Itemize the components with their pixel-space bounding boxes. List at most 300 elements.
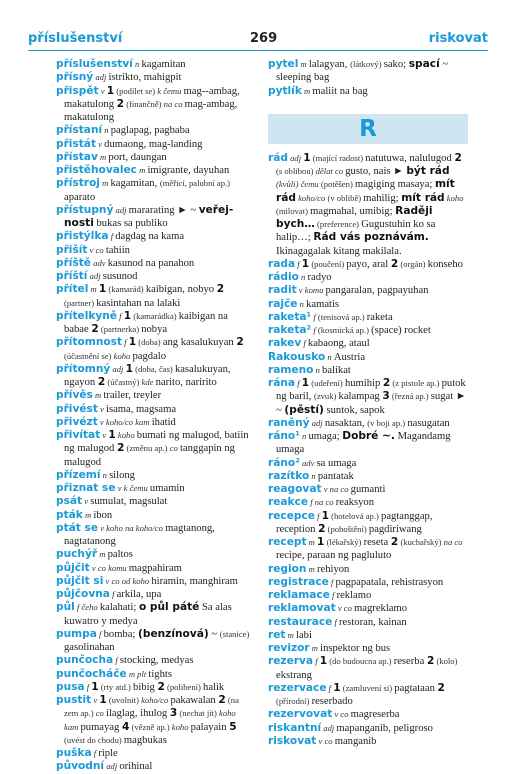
dictionary-entry [56,681,252,694]
dictionary-entry [56,760,252,773]
dictionary-entry [56,310,252,337]
translation-text: tahiin [105,244,130,256]
bold-text: Rád vás poznávám. [313,231,429,244]
translation-text: (space) rocket [371,325,431,336]
context-note: (kuchařský) [398,537,444,547]
dictionary-entry [56,71,252,84]
bold-text: o půl páté [138,601,200,614]
headword: půl [56,601,75,614]
translation-text: ang kasalukuyan [162,337,237,349]
dictionary-entry [268,258,468,271]
grammar-label: v [100,430,109,440]
translation-text: nobya [141,324,168,335]
headword: region [268,562,307,575]
translation-text: raketa [366,311,393,323]
grammar-label: f čeho [74,602,100,613]
translation-text: reserba [393,656,427,668]
headword: přistěhovalec [56,164,137,176]
context-note: (vězně ap.) [129,721,172,732]
translation-text: Gugustuhin ko sa halip…; [276,219,436,244]
dictionary-entry [56,138,252,151]
context-note: (v oblibě) [327,192,364,203]
headword: přivítat [56,429,101,441]
translation-text: aparato [64,191,96,203]
dictionary-entry [56,244,252,257]
dictionary-entry [268,271,468,284]
right-column-top-entries [268,58,468,98]
context-note: (doba, čas) [132,363,175,374]
grammar-label: n [132,59,142,69]
translation-text: imigrante, dayuhan [147,165,230,176]
grammar-label: adj [113,204,129,215]
translation-text: lalagyan, [308,59,351,70]
translation-text: orihinal [119,761,153,773]
dictionary-entry [56,522,252,549]
bold-text: 1 [333,681,341,694]
dictionary-entry [268,496,468,509]
translation-text: istrikto, mahigpit [108,72,182,84]
translation-text: mararating ► ~ [128,204,199,216]
dictionary-entry [268,377,468,417]
headword: Rakousko [268,350,326,363]
dictionary-entry [268,629,468,642]
translation-text: ibon [93,509,113,521]
dictionary-entry [56,403,252,416]
headword: restaurace [268,615,333,628]
headword: přítomnost [56,336,123,349]
headword: přistýlka [56,230,109,243]
dictionary-entry [268,351,468,364]
headword: rád [268,151,288,164]
translation-text: putok ng baril, [276,378,466,403]
grammar-label: f [313,656,320,667]
grammar-label: m [306,563,317,574]
translation-text: ~ [208,628,220,640]
headword: přístav [56,150,98,163]
dictionary-entry [268,417,468,430]
headword: přístaní [56,124,103,137]
bold-text: 2 [390,536,399,548]
translation-text: mahilig; [363,192,402,204]
headword: přivézt [56,415,98,428]
translation-text: arkila, upa [116,589,162,600]
dictionary-entry [56,283,252,310]
headword: příslušenství [56,58,133,70]
bold-text: (pěstí) [284,403,324,416]
translation-text: pakawalan [170,695,219,706]
translation-text: pumayag [80,721,122,733]
dictionary-entry [56,668,252,681]
headword: rána [268,377,296,389]
bold-text: Raději bych… [276,204,433,230]
dictionary-entry [56,230,252,243]
dictionary-entry [268,536,468,563]
bold-text: 2 [218,694,226,706]
grammar-label: f [311,325,318,335]
grammar-label: f [109,589,117,599]
headword: rada [268,257,296,270]
translation-text: reaksyon [335,497,375,509]
context-note: (uvolnit) [106,695,142,705]
translation-text: kalahati; [99,602,139,614]
grammar-label: v co [87,244,106,255]
translation-text: kasalukuyan, ngayon [64,363,231,388]
grammar-label: m [301,85,313,96]
translation-text: suntok, sapok [323,404,385,416]
headword: razítko [268,469,310,482]
context-note: (do budoucna ap.) [327,656,394,667]
dictionary-entry [268,563,468,576]
context-note: (účastný) [105,377,142,387]
dictionary-entry [56,124,252,137]
headword: ráno² [268,456,300,469]
dictionary-entry [56,363,252,390]
grammar-label: koho [115,430,137,440]
headword: reklamovat [268,602,336,615]
grammar-label: m plt [126,668,149,679]
translation-text: mapanganib, peligroso [336,722,433,734]
dictionary-entry [268,655,468,682]
context-note: (v boji ap.) [367,417,408,428]
grammar-label: f [84,681,92,692]
translation-text: bumati ng malugod, batiin ng malugod [64,430,249,455]
headword: rezervace [268,681,327,694]
headword: reakce [268,496,309,509]
translation-text: ekstrang [276,669,312,681]
section-letter-banner [268,114,468,144]
header-rule [28,50,488,51]
context-note: (milovat) [276,205,311,216]
grammar-label: na co [443,537,463,547]
grammar-label: m [97,549,108,560]
dictionary-entry [268,430,468,457]
headword: přivést [56,402,98,415]
translation-text: tights [148,668,172,680]
section-letter: R [359,115,377,142]
bold-text: 2 [382,377,391,389]
bold-text: 1 [301,377,310,389]
grammar-label: n [298,272,308,282]
translation-text: umaga; [308,431,343,442]
bold-text: mít rád [276,178,455,204]
context-note: (partner) [64,297,97,308]
translation-text: dumaong, mag-landing [104,138,203,150]
translation-text: inspektor ng bus [320,643,391,654]
dictionary-entry [268,284,468,297]
dictionary-entry [56,588,252,601]
dictionary-entry [268,602,468,615]
headword: přítelkyně [56,309,117,322]
translation-text: kaibigan na babae [64,310,228,335]
context-note: (měřicí, palubní ap.) [159,178,231,189]
translation-text: palayain [190,721,230,733]
context-note: (doba) [136,337,163,348]
bold-text: veřej-nosti [64,203,234,229]
context-note: (udeření) [309,378,345,388]
grammar-label: adj [104,761,120,772]
bold-text: 2 [216,283,225,296]
grammar-label: m [99,178,111,189]
grammar-label: koho [444,192,464,203]
grammar-label: v co komu [89,562,129,573]
grammar-label: n [309,470,318,481]
grammar-label: n [325,351,334,362]
dictionary-entry [268,470,468,483]
page-header [28,31,488,49]
translation-text: restoran, kainan [339,616,407,628]
headword: přívěs [56,389,93,402]
translation-text: rehiyon [316,563,350,575]
translation-text: Ikinagagalak kitang makilala. [276,245,402,257]
headword: ret [268,628,286,641]
dictionary-entry [56,469,252,482]
context-note: (podílet se) [114,85,158,96]
headword: recepce [268,509,315,522]
grammar-label: v co [332,709,351,720]
grammar-label: f [108,231,116,242]
bold-text: 2 [157,680,165,693]
translation-text: bukas sa publiko [93,218,168,229]
translation-text: reseta [363,537,391,548]
grammar-label: koho/co [295,192,328,203]
context-note: (pohoštění) [325,523,369,534]
bold-text: spací [408,58,440,70]
dictionary-entry [56,747,252,760]
grammar-label: n [100,469,110,480]
dictionary-entry [268,337,468,350]
grammar-label: m [92,390,104,401]
translation-text: ilaglag, ihulog [106,708,170,720]
headword: rezervovat [268,708,333,721]
dictionary-entry [56,164,252,177]
dictionary-entry [268,483,468,496]
grammar-label: m [136,165,148,175]
headword: pumpa [56,627,97,640]
context-note: (s oblibou) [276,166,316,176]
grammar-label: f [122,337,129,348]
grammar-label: f [328,576,336,587]
translation-text: balikat [322,364,351,376]
dictionary-entry [268,324,468,337]
grammar-label: v koho na koho/co [98,522,166,533]
translation-text: port, daungan [108,151,167,163]
bold-text: 1 [99,694,107,706]
translation-text: narito, naririto [155,377,217,388]
grammar-label: k čemu [157,85,184,96]
context-note: (na zem ap.) [64,695,239,719]
context-note: (rty atd.) [98,681,134,692]
grammar-label: m [309,643,321,653]
bold-text: 2 [426,655,435,668]
translation-text: pagdalo [132,350,167,362]
translation-text: kabaong, ataul [307,338,370,350]
headword: rajče [268,297,298,310]
translation-text: ~ sleeping bag [276,59,449,84]
grammar-label: co [95,708,106,719]
grammar-label: adj [321,722,337,733]
first-headword: příslušenství [28,31,123,46]
grammar-label: f [295,258,302,269]
translation-text: magpahiram [128,562,182,574]
translation-text: ihatid [151,416,176,428]
headword: reagovat [268,483,322,495]
translation-text: magtanong, nagtatanong [64,522,215,547]
bold-text: 1 [125,362,133,375]
bold-text: 2 [91,323,99,335]
grammar-label: f [332,616,339,627]
grammar-label: (kvůli) čemu [276,179,321,190]
bold-text: Dobré ~. [342,430,395,442]
grammar-label: n [297,298,307,309]
headword: půjčit si [56,574,104,587]
bold-text: 2 [437,681,445,694]
bold-text: 1 [301,257,310,270]
dictionary-entry [268,735,468,748]
translation-text: paltos [107,549,133,561]
grammar-label: m [82,509,94,520]
translation-text: reklamo [336,590,372,601]
headword: registrace [268,575,329,588]
headword: přispět [56,84,99,97]
dictionary-entry [268,642,468,655]
context-note: (uvést do chodu) [64,734,124,745]
translation-text: pangaralan, pagpayuhan [325,285,429,297]
context-note: (preference) [314,219,362,229]
translation-text: sugat ► ~ [276,391,467,416]
grammar-label: kde [141,377,156,387]
dictionary-entry [56,628,252,655]
translation-text: payo, aral [346,258,391,270]
bold-text: 2 [236,336,244,349]
grammar-label: adj [87,271,103,281]
bold-text: 2 [318,522,326,535]
headword: pytlík [268,84,302,97]
headword: pytel [268,58,299,70]
grammar-label: f [117,310,124,321]
grammar-label: f [329,590,337,600]
grammar-label: koho kam [64,708,236,732]
translation-text: bomba; [103,628,139,640]
headword: půjčovna [56,588,110,600]
grammar-label: v koho/co kam [97,416,152,427]
translation-text: paglapag, pagbaba [110,125,190,137]
bold-text: 2 [116,97,125,110]
headword: půjčit [56,561,90,574]
headword: raketa² [268,324,312,336]
bold-text: být rád [406,165,450,177]
bold-text: 1 [106,84,115,97]
context-note: (z pistole ap.) [390,378,442,388]
dictionary-entry [56,416,252,429]
bold-text: 1 [303,151,311,164]
headword: raketa¹ [268,310,312,323]
dictionary-entry [56,204,252,231]
headword: pustit [56,694,92,706]
translation-text: Austria [333,351,366,363]
bold-text: 1 [108,429,116,441]
translation-text: stocking, medyas [119,655,194,667]
right-column [268,58,468,748]
grammar-label: v komu [296,285,326,296]
dictionary-entry [268,364,468,377]
dictionary-entry [268,152,468,258]
translation-text: bibig [133,681,158,693]
headword: riskantní [268,721,322,734]
dictionary-entry [268,58,468,85]
grammar-label: f na co [308,497,336,508]
translation-text: pagpapatala, rehistrasyon [335,576,444,588]
context-note: (tenisová ap.) [317,311,367,322]
translation-text: sa umaga [316,457,357,469]
headword: přišít [56,243,88,256]
grammar-label: v [98,85,107,96]
headword: rádio [268,271,299,283]
bold-text: 2 [97,376,106,388]
translation-text: mag--ambag, makatulong [64,85,240,110]
bold-text: 3 [169,707,178,720]
grammar-label: v [97,403,107,414]
headword: přízemí [56,468,101,481]
headword: přistát [56,137,97,150]
dictionary-entry [56,562,252,575]
dictionary-entry [268,722,468,735]
context-note: (kamarád) [106,284,146,295]
translation-text: gusto, nais ► [345,166,407,177]
context-note: (stanice) [219,628,250,639]
translation-text: magreklamo [354,603,407,615]
grammar-label: adv [91,257,108,268]
translation-text: kagamitan, [110,178,160,190]
headword: rakev [268,337,302,350]
dictionary-entry [56,601,252,628]
translation-text: nasaktan, [324,417,368,429]
grammar-label: v [82,496,91,507]
translation-text: riple [98,748,118,759]
context-note: (přírodní) [276,696,312,706]
translation-text: reserbado [311,696,353,707]
headword: přístroj [56,177,100,190]
context-note: (orgán) [398,258,428,269]
headword: reklamace [268,589,330,601]
translation-text: gumanti [350,484,386,495]
dictionary-entry [268,298,468,311]
grammar-label: v na co [321,484,351,494]
context-note: (zvuk) [313,391,339,402]
headword: přiznat se [56,482,116,494]
dictionary-entry [56,694,252,747]
headword: pták [56,508,83,521]
translation-text: kamatis [306,298,340,310]
context-note: (lékařský) [324,537,364,547]
translation-text: humihip [344,378,383,389]
bold-text: 1 [98,283,107,296]
translation-text: natutuwa, nalulugod [365,152,455,164]
grammar-label: f [295,378,302,388]
grammar-label: koho [171,721,191,732]
dictionary-entry [268,576,468,589]
translation-text: magiging masaya; [354,179,436,191]
grammar-label: v co [335,603,355,614]
dictionary-entry [56,654,252,667]
grammar-label: v k čemu [115,483,150,493]
translation-text: hiramin, manghiram [151,575,238,587]
headword: revizor [268,642,310,654]
grammar-label: f [301,338,308,349]
dictionary-entry [268,457,468,470]
headword: ptát se [56,521,99,534]
translation-text: pagtataan [394,682,438,694]
headword: příští [56,270,88,282]
